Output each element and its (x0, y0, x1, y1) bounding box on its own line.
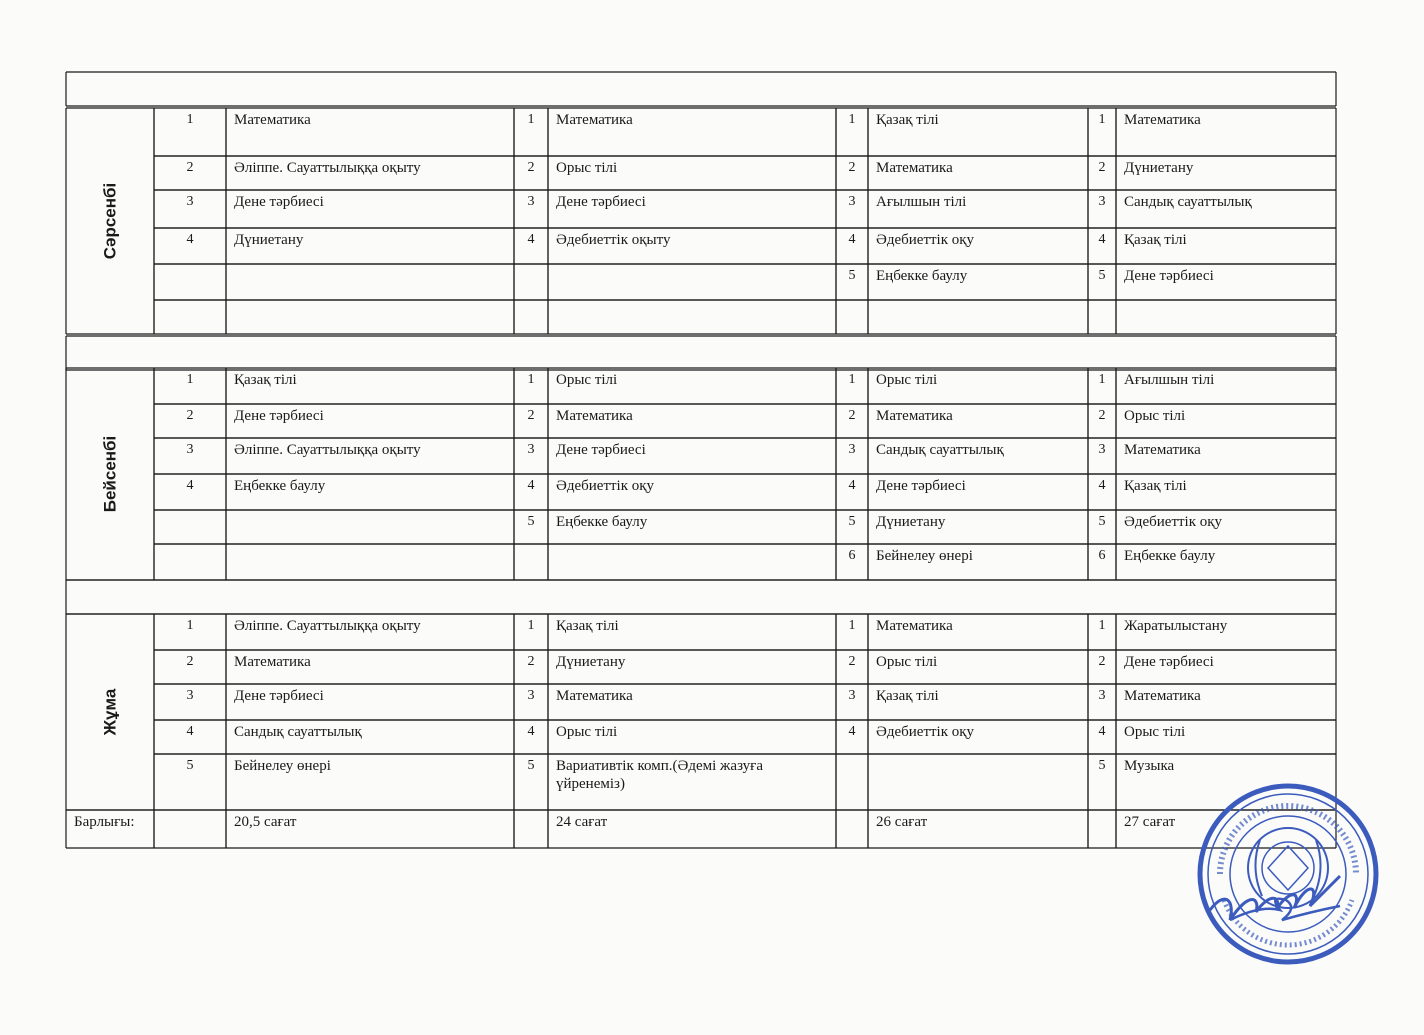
lesson-subject (226, 264, 514, 300)
lesson-number: 1 (848, 372, 856, 387)
lesson-subject: Әдебиеттік оқу (1124, 514, 1223, 530)
total-hours: 27 сағат (1124, 814, 1176, 830)
lesson-number: 1 (186, 112, 194, 127)
lesson-number: 3 (186, 194, 194, 209)
lesson-subject: Дүниетану (556, 654, 626, 670)
lesson-subject: Музыка (1124, 758, 1175, 774)
lesson-subject: Математика (1124, 688, 1201, 704)
lesson-number: 1 (1098, 112, 1106, 127)
lesson-number: 2 (1098, 160, 1106, 175)
lesson-subject: Вариативтік комп.(Әдемі жазуға үйренеміз) (556, 758, 763, 792)
lesson-number: 2 (186, 160, 194, 175)
lesson-number: 2 (527, 160, 535, 175)
lesson-number: 3 (527, 194, 535, 209)
lesson-number (154, 264, 226, 300)
lesson-subject: Әдебиеттік оқу (876, 232, 975, 248)
lesson-subject: Математика (876, 160, 953, 176)
lesson-subject: Әдебиеттік оқу (876, 724, 975, 740)
day-label (66, 614, 154, 810)
lesson-subject: Дене тәрбиесі (234, 688, 324, 704)
lesson-subject: Бейнелеу өнері (234, 758, 331, 774)
lesson-subject: Ағылшын тілі (876, 194, 967, 210)
lesson-number: 2 (186, 654, 194, 669)
lesson-subject: Әліппе. Сауаттылыққа оқыту (234, 442, 421, 458)
lesson-subject: Әдебиеттік оқыту (556, 232, 671, 248)
lesson-number: 4 (527, 232, 535, 247)
lesson-subject: Дене тәрбиесі (556, 194, 646, 210)
lesson-number: 5 (1098, 268, 1106, 283)
lesson-number: 1 (1098, 618, 1106, 633)
lesson-subject: Дене тәрбиесі (234, 194, 324, 210)
lesson-subject: Математика (556, 688, 633, 704)
lesson-subject: Жаратылыстану (1124, 618, 1228, 634)
lesson-subject: Орыс тілі (1124, 724, 1186, 740)
lesson-number: 1 (1098, 372, 1106, 387)
lesson-number: 4 (1098, 478, 1106, 493)
lesson-subject: Дене тәрбиесі (876, 478, 966, 494)
lesson-subject: Еңбекке баулу (556, 514, 648, 530)
lesson-subject: Еңбекке баулу (234, 478, 326, 494)
total-hours: 26 сағат (876, 814, 928, 830)
lesson-number: 2 (848, 160, 856, 175)
signature-mark (1210, 876, 1340, 920)
day-label (66, 108, 154, 334)
lesson-number: 4 (848, 478, 856, 493)
lesson-subject: Орыс тілі (556, 724, 618, 740)
lesson-number: 1 (186, 372, 194, 387)
lesson-number: 1 (527, 112, 535, 127)
lesson-number: 4 (1098, 232, 1106, 247)
lesson-subject: Әдебиеттік оқу (556, 478, 655, 494)
lesson-subject: Дене тәрбиесі (1124, 654, 1214, 670)
lesson-subject: Орыс тілі (556, 372, 618, 388)
lesson-number: 2 (186, 408, 194, 423)
lesson-subject: Әліппе. Сауаттылыққа оқыту (234, 618, 421, 634)
lesson-number: 3 (527, 688, 535, 703)
lesson-subject: Орыс тілі (876, 372, 938, 388)
lesson-subject: Ағылшын тілі (1124, 372, 1215, 388)
lesson-number: 1 (527, 618, 535, 633)
lesson-subject: Сандық сауаттылық (876, 442, 1004, 458)
day-label (66, 368, 154, 580)
lesson-number: 4 (527, 724, 535, 739)
lesson-subject: Дүниетану (234, 232, 304, 248)
lesson-number: 1 (848, 618, 856, 633)
lesson-number: 4 (186, 724, 194, 739)
lesson-subject (226, 510, 514, 544)
lesson-subject: Дене тәрбиесі (1124, 268, 1214, 284)
lesson-subject (548, 300, 836, 334)
lesson-subject (1116, 300, 1336, 334)
lesson-subject: Сандық сауаттылық (234, 724, 362, 740)
lesson-number: 2 (848, 408, 856, 423)
lesson-subject: Қазақ тілі (876, 688, 939, 704)
lesson-subject: Еңбекке баулу (876, 268, 968, 284)
lesson-number: 2 (527, 654, 535, 669)
lesson-subject: Математика (1124, 112, 1201, 128)
lesson-number: 5 (186, 758, 194, 773)
lesson-number: 2 (1098, 654, 1106, 669)
lesson-number: 3 (186, 688, 194, 703)
lesson-subject: Әліппе. Сауаттылыққа оқыту (234, 160, 421, 176)
total-hours: 20,5 сағат (234, 814, 297, 830)
lesson-number: 1 (186, 618, 194, 633)
lesson-number: 4 (848, 232, 856, 247)
lesson-number (836, 300, 868, 334)
lesson-number: 3 (848, 194, 856, 209)
lesson-number: 6 (1098, 548, 1106, 563)
lesson-number (1088, 300, 1116, 334)
lesson-number: 5 (848, 268, 856, 283)
lesson-number: 1 (527, 372, 535, 387)
lesson-subject: Қазақ тілі (234, 372, 297, 388)
lesson-number: 2 (527, 408, 535, 423)
lesson-number: 5 (848, 514, 856, 529)
lesson-number: 4 (1098, 724, 1106, 739)
lesson-number (514, 300, 548, 334)
total-hours: 24 сағат (556, 814, 608, 830)
lesson-subject: Дүниетану (876, 514, 946, 530)
lesson-subject: Қазақ тілі (556, 618, 619, 634)
lesson-number: 3 (1098, 688, 1106, 703)
lesson-subject: Орыс тілі (556, 160, 618, 176)
lesson-subject (548, 544, 836, 580)
lesson-number (514, 264, 548, 300)
lesson-number: 3 (527, 442, 535, 457)
lesson-subject: Орыс тілі (1124, 408, 1186, 424)
lesson-subject: Математика (234, 654, 311, 670)
lesson-number: 2 (1098, 408, 1106, 423)
lesson-subject: Орыс тілі (876, 654, 938, 670)
lesson-number: 4 (186, 232, 194, 247)
lesson-number (154, 544, 226, 580)
lesson-number: 5 (527, 758, 535, 773)
lesson-subject: Қазақ тілі (1124, 478, 1187, 494)
lesson-subject: Қазақ тілі (1124, 232, 1187, 248)
lesson-subject: Математика (556, 408, 633, 424)
lesson-number (514, 544, 548, 580)
lesson-subject: Дене тәрбиесі (234, 408, 324, 424)
lesson-subject: Қазақ тілі (876, 112, 939, 128)
day-name: Бейсенбі (100, 435, 119, 513)
lesson-subject (868, 300, 1088, 334)
lesson-subject: Математика (876, 408, 953, 424)
lesson-number: 5 (1098, 758, 1106, 773)
lesson-number: 3 (848, 688, 856, 703)
lesson-number (154, 510, 226, 544)
lesson-number: 1 (848, 112, 856, 127)
lesson-number: 6 (848, 548, 856, 563)
lesson-number: 4 (527, 478, 535, 493)
lesson-subject: Дене тәрбиесі (556, 442, 646, 458)
lesson-subject (226, 544, 514, 580)
lesson-subject: Сандық сауаттылық (1124, 194, 1252, 210)
lesson-subject: Еңбекке баулу (1124, 548, 1216, 564)
lesson-number (154, 300, 226, 334)
lesson-number: 5 (1098, 514, 1106, 529)
lesson-number: 4 (186, 478, 194, 493)
lesson-number: 3 (1098, 194, 1106, 209)
day-name: Сәрсенбі (100, 182, 119, 260)
day-name: Жұма (99, 688, 119, 736)
lesson-number: 4 (848, 724, 856, 739)
lesson-subject (548, 264, 836, 300)
lesson-subject: Математика (556, 112, 633, 128)
lesson-subject: Дүниетану (1124, 160, 1194, 176)
lesson-number: 3 (186, 442, 194, 457)
lesson-subject: Бейнелеу өнері (876, 548, 973, 564)
school-seal-stamp (1190, 780, 1390, 970)
lesson-subject (868, 754, 1088, 810)
lesson-number: 5 (527, 514, 535, 529)
lesson-number: 3 (848, 442, 856, 457)
lesson-number: 3 (1098, 442, 1106, 457)
lesson-subject: Математика (876, 618, 953, 634)
total-label: Барлығы: (74, 814, 135, 830)
lesson-number: 2 (848, 654, 856, 669)
lesson-subject: Математика (234, 112, 311, 128)
lesson-subject (226, 300, 514, 334)
lesson-subject: Математика (1124, 442, 1201, 458)
lesson-number (836, 754, 868, 810)
